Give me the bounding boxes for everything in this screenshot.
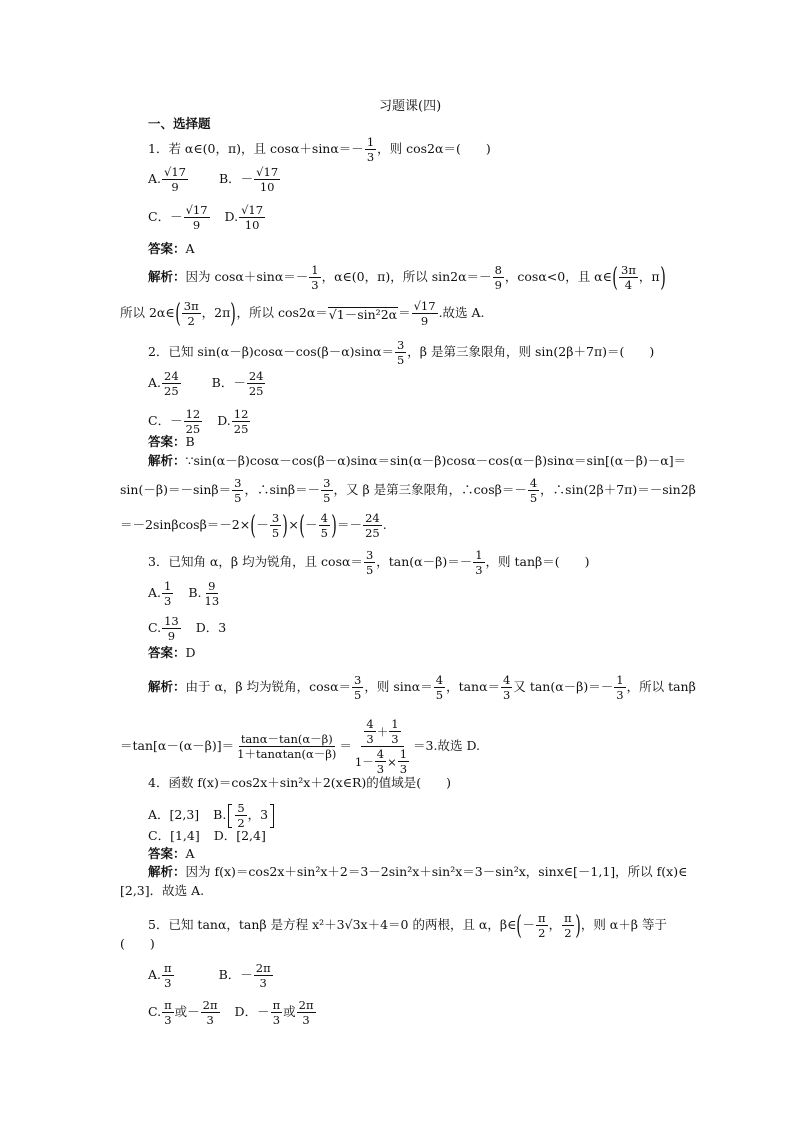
option-a: A. [148,171,162,187]
analysis-3-line-1: 解析： 由于 α，β 均为锐角，cosα＝ $\frac{3}{5}$ ，则 sinα＝ $\frac{4}{5}$ ，tanα＝ $\frac{4}{3}$ 又 tan(α－β)＝－ $\frac{1}{3}$ ，所以 tanβ [148,673,696,703]
option-b: B. [188,585,202,601]
analysis-4-line-1: 解析： 因为 f(x)＝cos2x＋sin²x＋2＝3－2sin²x＋sin²x＝3－sin²x，sinx∈[－1,1]，所以 f(x)∈ [148,864,688,879]
compound-fraction: $\frac{4}{3}$ ＋ $\frac{1}{3}$ 1－ $\frac{4}{3}$ × $\frac{1}{3}$ [354,717,408,777]
option-c: C．－ [148,209,183,225]
analysis-3-line-2: ＝tan[α－(α－β)]＝ $\frac{\tan\alpha-\tan(\alpha-\beta)}{1+\tan\alpha\tan(\alpha-\beta)}$ ＝ $\frac{4}{3}$ ＋ $\frac{1}{3}$ 1－ $\frac{4}{3}$ × $\frac{1}{3}$ ＝3.故选 D. [120,717,480,777]
question-1-options-ab: A. $\frac{√17}{9}$ B．－ $\frac{√17}{10}$ [148,165,279,195]
option-b: B. [213,807,227,823]
answer-3: 答案： D [148,645,196,660]
option-a: A. [148,967,162,983]
analysis-4-line-2: [2,3]．故选 A. [120,883,205,898]
option-a: A. [148,375,162,391]
question-4-stem: 4．函数 f(x)＝cos2x＋sin²x＋2(x∈R)的值域是( ) [148,775,451,790]
question-2-options-ab: A. $\frac{24}{25}$ B．－ $\frac{24}{25}$ [148,369,264,399]
option-b: B．－ [218,171,254,187]
question-1-options-cd: C．－ $\frac{√17}{9}$ D. $\frac{√17}{10}$ [148,203,264,233]
analysis-2-line-1: 解析： ∵sin(α－β)cosα－cos(β－α)sinα＝sin(α－β)cosα－cos(α－β)sinα＝sin[(α－β)－α]＝ [148,453,687,468]
question-1-stem: 1．若 α∈(0，π)，且 cosα＋sinα＝－ $\frac{1}{3}$ ，则 cos2α＝( ) [148,135,491,165]
question-2-stem: 2．已知 sin(α－β)cosα－cos(β－α)sinα＝ $\frac{3}{5}$ ，β 是第三象限角，则 sin(2β＋7π)＝( ) [148,338,655,368]
section-heading: 一、选择题 [148,116,211,131]
option-d: D．[2,4] [213,828,266,843]
option-b: B．－ [218,967,253,983]
question-5-stem-cont: ( ) [120,936,155,951]
question-4-options-ab: A．[2,3] B. $\frac{5}{2}$ ，3 [148,802,276,829]
option-d: D. [224,209,239,225]
analysis-2-line-3: ＝－2sinβcosβ＝－2× ( － $\frac{3}{5}$ ) × ( － $\frac{4}{5}$ ) ＝－ $\frac{24}{25}$ . [120,510,387,541]
option-a: A. [148,585,162,601]
option-c: C．－ [148,413,183,429]
option-b: B．－ [211,375,246,391]
option-d: D．3 [195,620,227,636]
question-3-options-cd: C. $\frac{13}{9}$ D．3 [148,614,227,644]
analysis-1-line-1: 解析： 因为 cosα＋sinα＝－ $\frac{1}{3}$ ，α∈(0，π)，所以 sin2α＝－ $\frac{8}{9}$ ，cosα<0，且 α∈ ( $\frac{3\pi}{4}$ ，π ) [148,262,666,293]
analysis-2-line-2: sin(－β)＝－sinβ＝ $\frac{3}{5}$ ，∴sinβ＝－ $\frac{3}{5}$ ，又 β 是第三象限角，∴cosβ＝－ $\frac{4}{5}$ ，∴sin(2β＋7π)＝－sin2β [120,476,696,506]
question-3-options-ab: A. $\frac{1}{3}$ B. $\frac{9}{13}$ [148,579,220,609]
question-5-options-cd: C. $\frac{\pi}{3}$ 或－ $\frac{2\pi}{3}$ D．－ $\frac{\pi}{3}$ 或 $\frac{2\pi}{3}$ [148,998,314,1028]
option-a: A．[2,3] [148,807,200,823]
question-5-stem: 5．已知 tanα，tanβ 是方程 x²＋3 √3 x＋4＝0 的两根，且 α，β∈ ( － $\frac{\pi}{2}$ ， $\frac{\pi}{2}$ ) ，则 α＋β 等于 [148,910,667,941]
option-d: D．－ [234,1004,270,1020]
question-5-options-ab: A. $\frac{\pi}{3}$ B．－ $\frac{2\pi}{3}$ [148,961,271,991]
question-4-options-cd [148,830,266,843]
question-2-options-cd: C．－ $\frac{12}{25}$ D. $\frac{12}{25}$ [148,407,249,437]
option-c: C．[1,4] [148,828,200,843]
option-c: C. [148,1004,162,1020]
answer-2: 答案： B [148,434,195,449]
question-3-stem: 3．已知角 α，β 均为锐角，且 cosα＝ $\frac{3}{5}$ ，tan(α－β)＝－ $\frac{1}{3}$ ，则 tanβ＝( ) [148,548,590,578]
page-title: 习题课(四) [379,99,442,114]
option-d: D. [217,413,231,429]
fraction: $\frac{1}{3}$ [366,135,375,165]
answer-1: 答案： A [148,241,195,256]
option-c: C. [148,620,162,636]
analysis-1-line-2: 所以 2α∈ ( $\frac{3\pi}{2}$ ，2π ) ，所以 cos2α＝ √1－sin²2α ＝ $\frac{√17}{9}$ .故选 A. [120,298,485,329]
answer-4: 答案： A [148,846,195,861]
